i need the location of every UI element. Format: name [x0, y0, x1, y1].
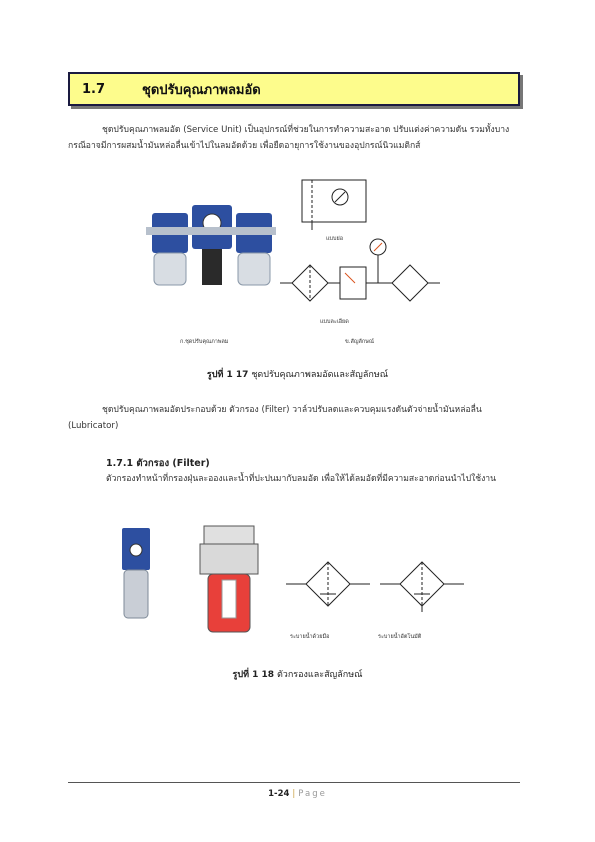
photo-label: ก.ชุดปรับคุณภาพลม: [180, 339, 229, 345]
short-form-label: แบบย่อ: [326, 236, 344, 242]
filter-paragraph-text: ตัวกรองทำหน้าที่กรองฝุ่นละอองและน้ำที่ปะปนมากับลมอัด เพื่อให้ได้ลมอัดที่มีความสะอาดก่อนนำไปใช้งาน: [106, 474, 496, 484]
subsection-number: 1.7.1: [106, 458, 134, 469]
page-word: Page: [298, 789, 327, 799]
filter-photo: [122, 528, 150, 618]
figure1-caption-number: รูปที่ 1 17: [206, 370, 249, 380]
filter-cutaway: [200, 526, 258, 632]
figure1-caption-text: ชุดปรับคุณภาพลมอัดและสัญลักษณ์: [251, 370, 389, 380]
subsection-title: ตัวกรอง (Filter): [136, 458, 210, 469]
figure2-caption-number: รูปที่ 1 18: [232, 670, 275, 680]
figure2-caption: [0, 667, 595, 681]
auto-drain-label: ระบายน้ำอัตโนมัติ: [378, 634, 422, 640]
components-paragraph: ชุดปรับคุณภาพลมอัดประกอบด้วย ตัวกรอง (Filter) วาล์วปรับลดและควบคุมแรงดันตัวจ่ายน้ำมันหล่อลื่น (Lubricator): [68, 405, 482, 431]
service-unit-illustration: [140, 175, 470, 355]
detail-symbol: [302, 180, 366, 230]
figure-filter: [108, 518, 478, 658]
section-number: 1.7: [82, 81, 106, 97]
figure-service-unit: [140, 175, 470, 355]
filter-paragraph: [106, 471, 524, 487]
symbol-label: ข.สัญลักษณ์: [345, 339, 374, 345]
section-heading-box: [68, 72, 520, 106]
page-number: 1-24: [268, 789, 290, 799]
filter-illustration: [108, 518, 478, 658]
footer-separator: |: [292, 789, 296, 799]
service-unit-photo: [146, 205, 276, 285]
subsection-heading: [106, 456, 210, 471]
section-title: ชุดปรับคุณภาพลมอัด: [142, 82, 261, 98]
footer-divider: [68, 782, 520, 783]
full-form-label: แบบละเอียด: [320, 319, 349, 325]
full-symbol: [280, 239, 440, 301]
filter-symbol-manual: [286, 562, 370, 606]
page-footer: [0, 789, 595, 799]
intro-paragraph: ชุดปรับคุณภาพลมอัด (Service Unit) เป็นอุปกรณ์ที่ช่วยในการทำความสะอาด ปรับแต่งค่าความดัน รวมทั้งบางกรณีอาจมีการผสมน้ำมันหล่อลื่นเข้าไปในลมอัดด้วย เพื่อยืดอายุการใช้งานของอุปกรณ์นิวแมติกส์: [68, 125, 510, 151]
figure1-caption: [0, 367, 595, 381]
manual-drain-label: ระบายน้ำด้วยมือ: [290, 634, 330, 640]
filter-symbol-auto: [380, 562, 464, 612]
figure2-caption-text: ตัวกรองและสัญลักษณ์: [276, 670, 363, 680]
